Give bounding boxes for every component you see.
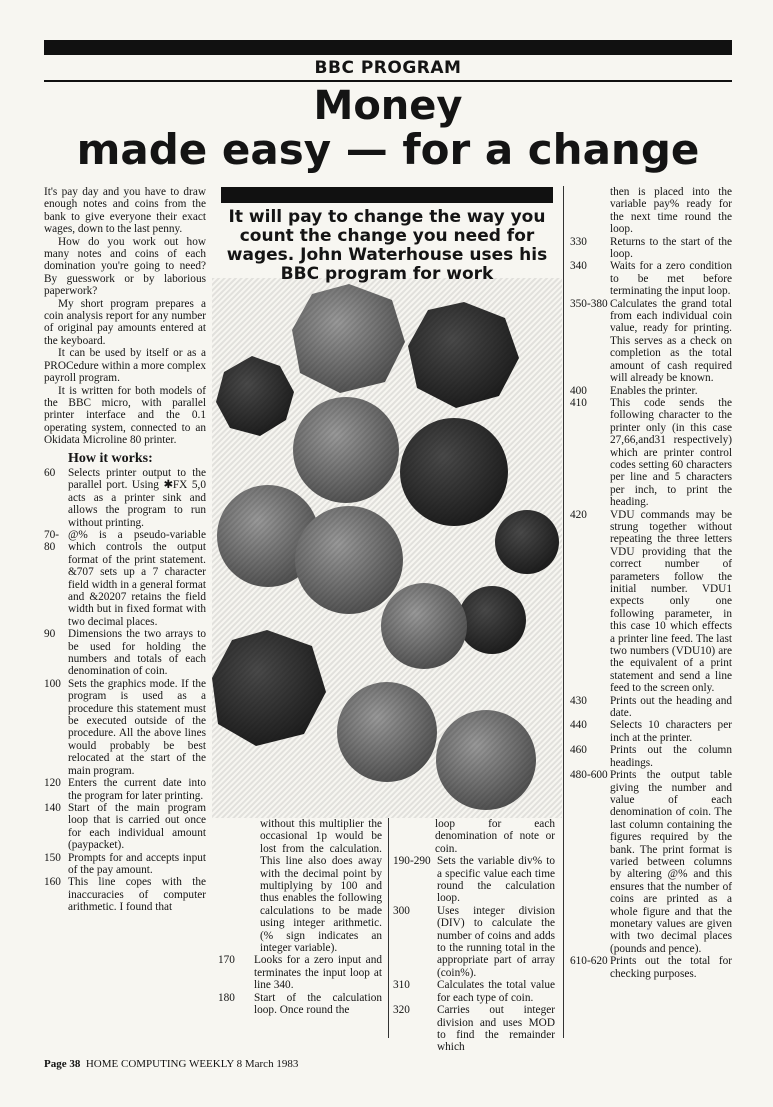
line-description: Selects printer output to the parallel port. Using ✱FX 5,0 acts as a printer sink and allows the program to run without printing. bbox=[68, 466, 206, 529]
page-footer bbox=[44, 1058, 298, 1070]
line-description: Sets the variable div% to a specific value each time round the calculation loop. bbox=[437, 855, 555, 905]
code-line-entry bbox=[570, 695, 732, 720]
line-description: Carries out integer division and uses MOD to find the remainder which bbox=[437, 1004, 555, 1054]
line-description: Start of the main program loop that is carried out once for each individual amount (paypacket). bbox=[68, 801, 206, 852]
code-line-entry bbox=[393, 979, 555, 1004]
line-number: 430 bbox=[570, 694, 587, 707]
code-line-entry bbox=[44, 467, 206, 529]
standfirst-bar bbox=[221, 187, 553, 203]
line-number: 90 bbox=[44, 628, 56, 641]
line-description: Prints out the heading and date. bbox=[610, 694, 732, 720]
line-number: 420 bbox=[570, 508, 587, 521]
headline-line-1: Money bbox=[313, 83, 463, 129]
column-divider bbox=[388, 818, 389, 1038]
line-number: 150 bbox=[44, 851, 61, 864]
line-description: @% is a pseudo-variable which controls the output format of the print statement. &707 sets up a 7 character field width in a general format and &20207 retains the field width but in fixed format with two decimal places. bbox=[68, 528, 206, 628]
entry-list-col4 bbox=[570, 236, 732, 980]
line-description: This line copes with the inaccuracies of computer arithmetic. I found that bbox=[68, 876, 206, 914]
line-description: Prints the output table giving the number and value of each denomination of coin. The last column containing the figures required by the bank. The print format is varied between columns by altering @% and this ensures that the number of coins are printed as a whole figure and that the monetary values are given with two decimal places (pounds and pence). bbox=[610, 769, 732, 955]
line-description: Prompts for and accepts input of the pay amount. bbox=[68, 851, 206, 876]
line-description: Dimensions the two arrays to be used for holding the numbers and totals of each denomination of coin. bbox=[68, 628, 206, 678]
top-rule-bar bbox=[44, 40, 732, 55]
line-number: 160 bbox=[44, 876, 61, 889]
code-line-entry bbox=[44, 802, 206, 852]
line-description: Start of the calculation loop. Once round the bbox=[254, 991, 382, 1017]
line-description: Waits for a zero condition to be met before terminating the input loop. bbox=[610, 260, 732, 298]
how-it-works-heading: How it works: bbox=[68, 450, 153, 466]
line-number: 310 bbox=[393, 979, 410, 992]
line-number: 480-600 bbox=[570, 769, 608, 782]
line-number: 410 bbox=[570, 396, 587, 409]
code-line-entry bbox=[570, 509, 732, 695]
code-line-entry bbox=[44, 852, 206, 877]
code-line-entry bbox=[393, 905, 555, 979]
page-number: Page 38 bbox=[44, 1058, 81, 1070]
code-line-entry bbox=[570, 298, 732, 385]
intro-paragraph: How do you work out how many notes and coins of each domination you're going to need? By guesswork or by laborious paperwork? bbox=[44, 235, 206, 298]
standfirst: It will pay to change the way you count the change you need for wages. John Waterhouse uses his BBC program for work bbox=[226, 207, 548, 284]
line-description: Sets the graphics mode. If the program is used as a procedure this statement must be executed outside of the procedure. All the above lines would probably be best relocated at the start of the main program. bbox=[68, 677, 206, 777]
section-kicker: BBC PROGRAM bbox=[314, 58, 462, 78]
code-line-entry bbox=[570, 385, 732, 397]
code-line-entry bbox=[44, 876, 206, 913]
code-line-entry bbox=[218, 992, 382, 1017]
code-line-entry bbox=[570, 260, 732, 297]
code-line-entry bbox=[44, 628, 206, 678]
code-line-entry bbox=[218, 954, 382, 991]
line-description: Uses integer division (DIV) to calculate the number of coins and adds to the running total in the appropriate part of array (coin%). bbox=[437, 904, 555, 979]
code-line-entry bbox=[570, 744, 732, 769]
line-number: 170 bbox=[218, 954, 235, 967]
line-number: 300 bbox=[393, 904, 410, 917]
coins-photo bbox=[212, 278, 562, 818]
continued-text: loop for each denomination of note or coin. bbox=[435, 818, 555, 855]
intro-paragraph: My short program prepares a coin analysis report for any number of original pay amounts entered at the keyboard. bbox=[44, 297, 206, 347]
code-line-entry bbox=[570, 236, 732, 261]
line-number: 70-80 bbox=[44, 528, 60, 554]
column-3 bbox=[393, 818, 555, 1054]
line-number: 100 bbox=[44, 677, 61, 690]
code-line-entry bbox=[44, 529, 206, 628]
line-number: 190-290 bbox=[393, 855, 431, 868]
line-number: 330 bbox=[570, 235, 587, 248]
column-4 bbox=[570, 186, 732, 980]
entry-list-col2 bbox=[218, 954, 382, 1016]
line-number: 440 bbox=[570, 719, 587, 732]
intro-paragraph: It can be used by itself or as a PROCedure within a more complex payroll program. bbox=[44, 347, 206, 385]
line-number: 350-380 bbox=[570, 297, 608, 310]
column-divider bbox=[563, 186, 564, 1038]
line-number: 340 bbox=[570, 260, 587, 273]
code-line-entry bbox=[570, 769, 732, 955]
entry-list-col1 bbox=[44, 467, 206, 914]
line-description: Enters the current date into the program for later printing. bbox=[68, 777, 206, 802]
line-description: Calculates the total value for each type of coin. bbox=[437, 979, 555, 1004]
line-number: 120 bbox=[44, 777, 61, 790]
headline bbox=[30, 84, 746, 172]
code-line-entry bbox=[570, 397, 732, 509]
line-description: Looks for a zero input and terminates the input loop at line 340. bbox=[254, 954, 382, 992]
line-number: 320 bbox=[393, 1004, 410, 1017]
column-1 bbox=[44, 186, 206, 914]
continued-text: without this multiplier the occasional 1p would be lost from the calculation. This line also does away with the decimal point by multiplying by 100 and thus enables the following calculations to be made using integer arithmetic. (% sign indicates an integer variable). bbox=[260, 818, 382, 955]
headline-line-2: made easy — for a change bbox=[76, 125, 700, 174]
kicker-rule bbox=[44, 80, 732, 82]
code-line-entry bbox=[570, 719, 732, 744]
continued-text: then is placed into the variable pay% ready for the next time round the loop. bbox=[610, 186, 732, 236]
line-description: Selects 10 characters per inch at the printer. bbox=[610, 719, 732, 744]
line-number: 400 bbox=[570, 384, 587, 397]
line-number: 60 bbox=[44, 466, 56, 479]
line-description: VDU commands may be strung together without repeating the three letters VDU providing that the correct number of parameters follow the initial number. VDU1 expects only one following parameter, in this case 10 which effects a printer line feed. The last two numbers (VDU10) are the equivalent of a print statement and send a line feed to the screen only. bbox=[610, 508, 732, 695]
line-description: Enables the printer. bbox=[610, 384, 698, 397]
line-description: Prints out the total for checking purposes. bbox=[610, 955, 732, 980]
intro-paragraph: It's pay day and you have to draw enough notes and coins from the bank to give everyone their exact wages, down to the last penny. bbox=[44, 186, 206, 236]
line-number: 460 bbox=[570, 744, 587, 757]
line-description: This code sends the following character to the printer only (in this case 27,66,and31 respectively) which are printer control codes setting 60 characters per line and 5 characters per inch, to print the heading. bbox=[610, 396, 732, 509]
publication-line: HOME COMPUTING WEEKLY 8 March 1983 bbox=[85, 1058, 299, 1070]
line-description: Calculates the grand total from each individual coin value, ready for printing. This serves as a check on completion as the total amount of cash required will already be known. bbox=[610, 297, 732, 385]
line-description: Prints out the column headings. bbox=[610, 744, 732, 769]
line-number: 180 bbox=[218, 991, 235, 1004]
intro-paragraph: It is written for both models of the BBC micro, with parallel printer interface and the 0.1 operating system, connected to an Okidata Microline 80 printer. bbox=[44, 384, 206, 447]
code-line-entry bbox=[393, 1004, 555, 1054]
line-description: Returns to the start of the loop. bbox=[610, 235, 732, 261]
code-line-entry bbox=[44, 678, 206, 777]
column-2 bbox=[218, 818, 382, 1017]
code-line-entry bbox=[570, 955, 732, 980]
entry-list-col3 bbox=[393, 855, 555, 1054]
code-line-entry bbox=[393, 855, 555, 905]
line-number: 140 bbox=[44, 801, 61, 814]
line-number: 610-620 bbox=[570, 955, 608, 968]
code-line-entry bbox=[44, 777, 206, 802]
